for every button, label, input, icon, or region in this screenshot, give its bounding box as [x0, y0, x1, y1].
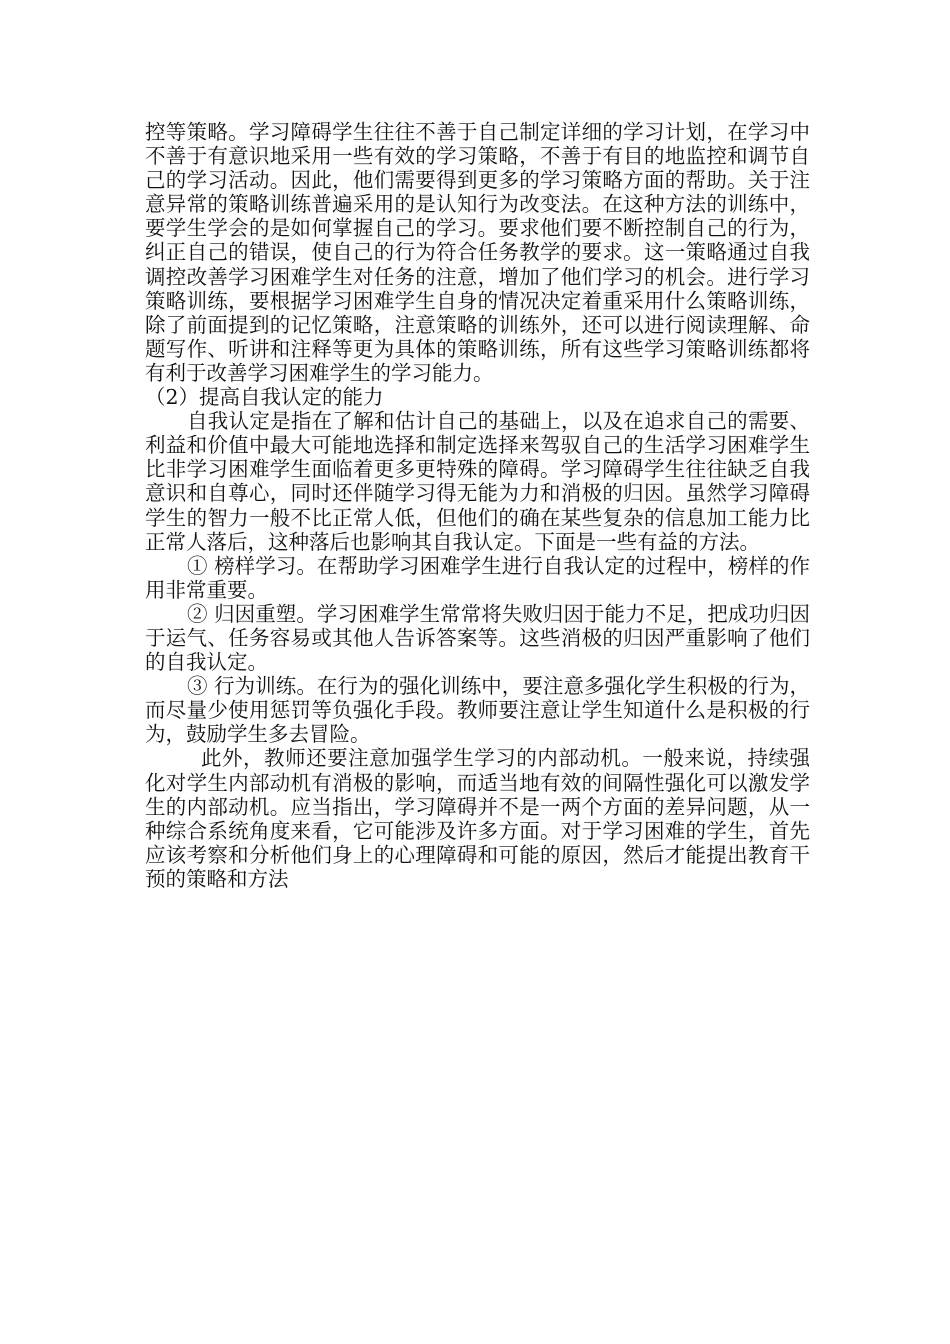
list-item-attribution-retraining: ② 归因重塑。学习困难学生常常将失败归因于能力不足，把成功归因于运气、任务容易或其他人告诉答案等。这些消极的归因严重影响了他们的自我认定。 — [145, 601, 810, 675]
document-body — [145, 120, 810, 891]
paragraph-self-determination: 自我认定是指在了解和估计自己的基础上，以及在追求自己的需要、利益和价值中最大可能地选择和制定选择来驾驭自己的生活学习困难学生比非学习困难学生面临着更多更特殊的障碍。学习障碍学生往往缺乏自我意识和自尊心，同时还伴随学习得无能为力和消极的归因。虽然学习障碍学生的智力一般不比正常人低，但他们的确在某些复杂的信息加工能力比正常人落后，这种落后也影响其自我认定。下面是一些有益的方法。 — [145, 409, 810, 554]
list-item-behavior-training: ③ 行为训练。在行为的强化训练中，要注意多强化学生积极的行为，而尽量少使用惩罚等负强化手段。教师要注意让学生知道什么是积极的行为，鼓励学生多去冒险。 — [145, 674, 810, 747]
section-heading-self-determination: （2）提高自我认定的能力 — [145, 385, 384, 410]
paragraph-strategy-training: 控等策略。学习障碍学生往往不善于自己制定详细的学习计划，在学习中不善于有意识地采用一些有效的学习策略，不善于有目的地监控和调节自己的学习活动。因此，他们需要得到更多的学习策略方面的帮助。关于注意异常的策略训练普遍采用的是认知行为改变法。在这种方法的训练中，要学生学会的是如何掌握自己的学习。要求他们要不断控制自己的行为，纠正自己的错误，使自己的行为符合任务教学的要求。这一策略通过自我调控改善学习困难学生对任务的注意，增加了他们学习的机会。进行学习策略训练，要根据学习困难学生自身的情况决定着重采用什么策略训练，除了前面提到的记忆策略，注意策略的训练外，还可以进行阅读理解、命题写作、听讲和注释等更为具体的策略训练，所有这些学习策略训练都将有利于改善学习困难学生的学习能力。 — [145, 120, 810, 385]
paragraph-intrinsic-motivation: 此外，教师还要注意加强学生学习的内部动机。一般来说，持续强化对学生内部动机有消极的影响，而适当地有效的间隔性强化可以激发学生的内部动机。应当指出，学习障碍并不是一两个方面的差异问题，从一种综合系统角度来看，它可能涉及许多方面。对于学习困难的学生，首先应该考察和分析他们身上的心理障碍和可能的原因，然后才能提出教育干预的策略和方法 — [145, 746, 810, 891]
list-item-role-model-learning: ① 榜样学习。在帮助学习困难学生进行自我认定的过程中，榜样的作用非常重要。 — [145, 553, 810, 602]
